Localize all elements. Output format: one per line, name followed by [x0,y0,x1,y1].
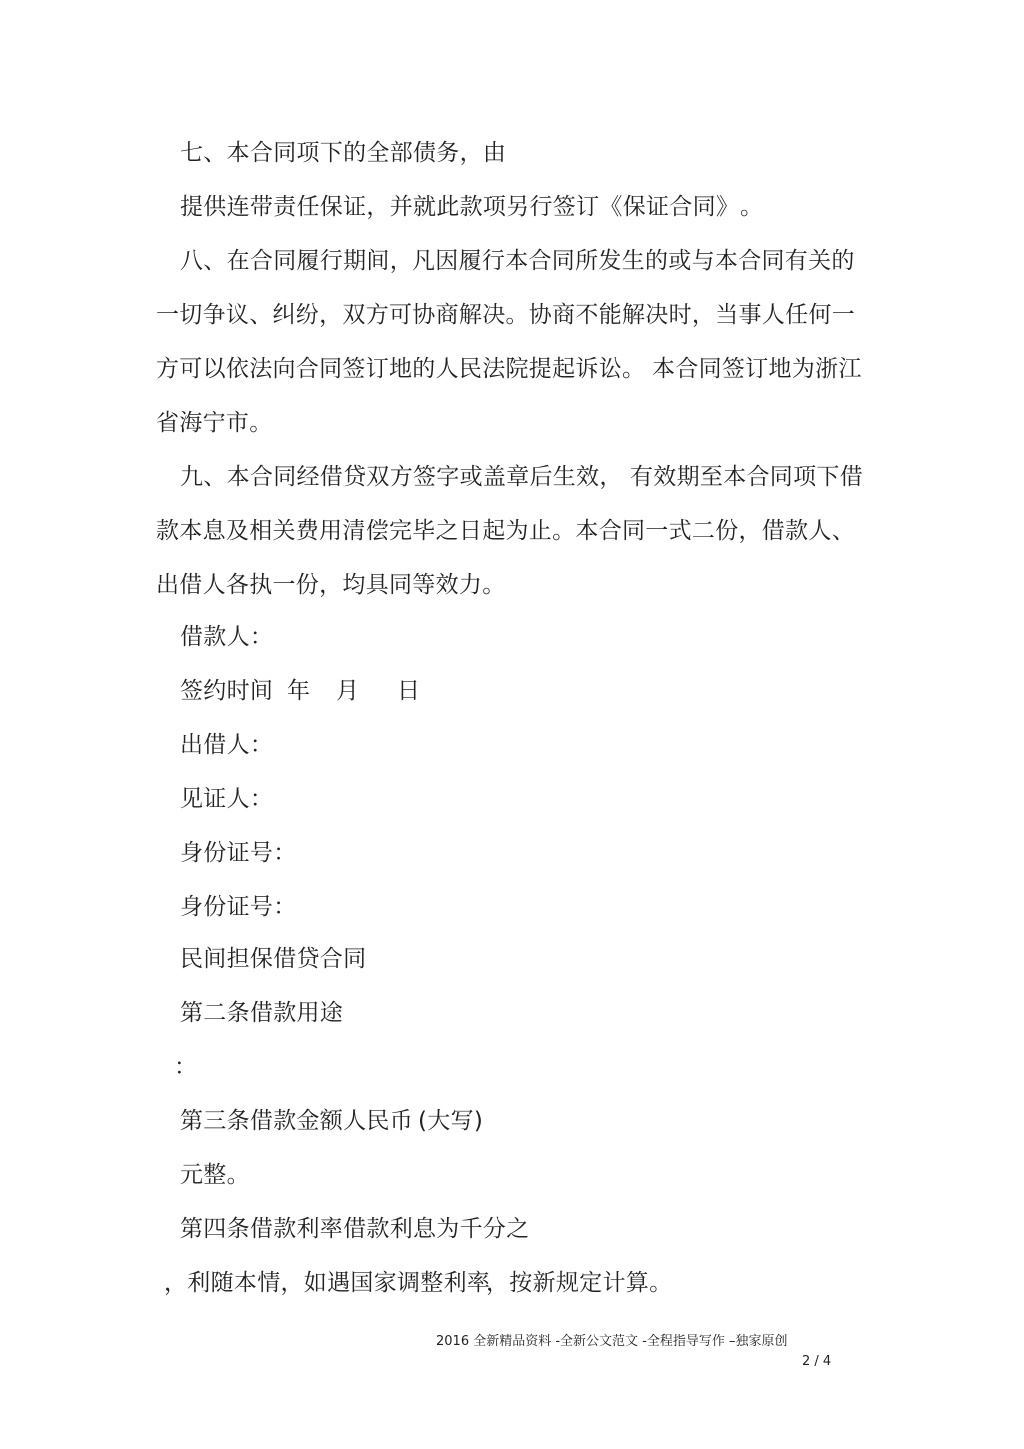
contract-title: 民间担保借贷合同 [180,946,367,972]
clause-7-line-2: 提供连带责任保证，并就此款项另行签订《保证合同》 [180,194,740,220]
witness-label: 见证人： [180,786,274,812]
lender-label: 出借人： [180,732,274,758]
id-number-label-1: 身份证号： [180,840,297,866]
clause-7-period: 。 [740,194,764,220]
clause-9-line-1a: 九、本合同经借贷双方签字或盖章后生效， [180,464,623,490]
id-number-label-2: 身份证号： [180,894,297,920]
clause-8-line-1a: 八、在合同履行期间， [180,248,413,274]
clause-8-line-3b: 本合同签订地为浙江 [652,356,862,382]
article-3-uppercase-note: (大写) [418,1108,484,1134]
clause-9-line-1b: 有效期至本合同项下借 [630,464,863,490]
clause-8-line-1b: 凡因履行本合同所发生的或与本合同有关的 [412,248,855,274]
article-4-heading: 第四条借款利率借款利息为千分之 [180,1216,530,1242]
signing-month-label: 月 [336,678,360,704]
signing-time-label: 签约时间 [180,678,274,704]
article-4-line-2b: ，按新规定计算。 [486,1270,673,1296]
clause-7-line-1: 七、本合同项下的全部债务，由 [180,140,507,166]
clause-8-line-2: 一切争议、纠纷，双方可协商解决。协商不能解决时，当事人任何一 [156,302,855,328]
article-4-line-2a: ，利随本情，如遇国家调整利率 [164,1270,491,1296]
clause-8-line-3a: 方可以依法向合同签订地的人民法院提起诉讼。 [156,356,646,382]
article-2-heading: 第二条借款用途 [180,1000,344,1026]
clause-8-line-4: 省海宁市。 [156,410,273,436]
article-3-heading: 第三条借款金额人民币 [180,1108,413,1134]
article-2-colon: ： [174,1054,198,1080]
borrower-label: 借款人： [180,624,274,650]
footer-tagline: 2016 全新精品资料 -全新公文范文 -全程指导写作 –独家原创 [436,1334,788,1349]
clause-9-line-2: 款本息及相关费用清偿完毕之日起为止。本合同一式二份，借款人、 [156,518,855,544]
article-3-unit: 元整。 [180,1162,250,1188]
signing-day-label: 日 [397,678,421,704]
signing-year-label: 年 [287,678,311,704]
page-number: 2 / 4 [802,1354,832,1369]
clause-9-line-3: 出借人各执一份，均具同等效力。 [156,572,506,598]
